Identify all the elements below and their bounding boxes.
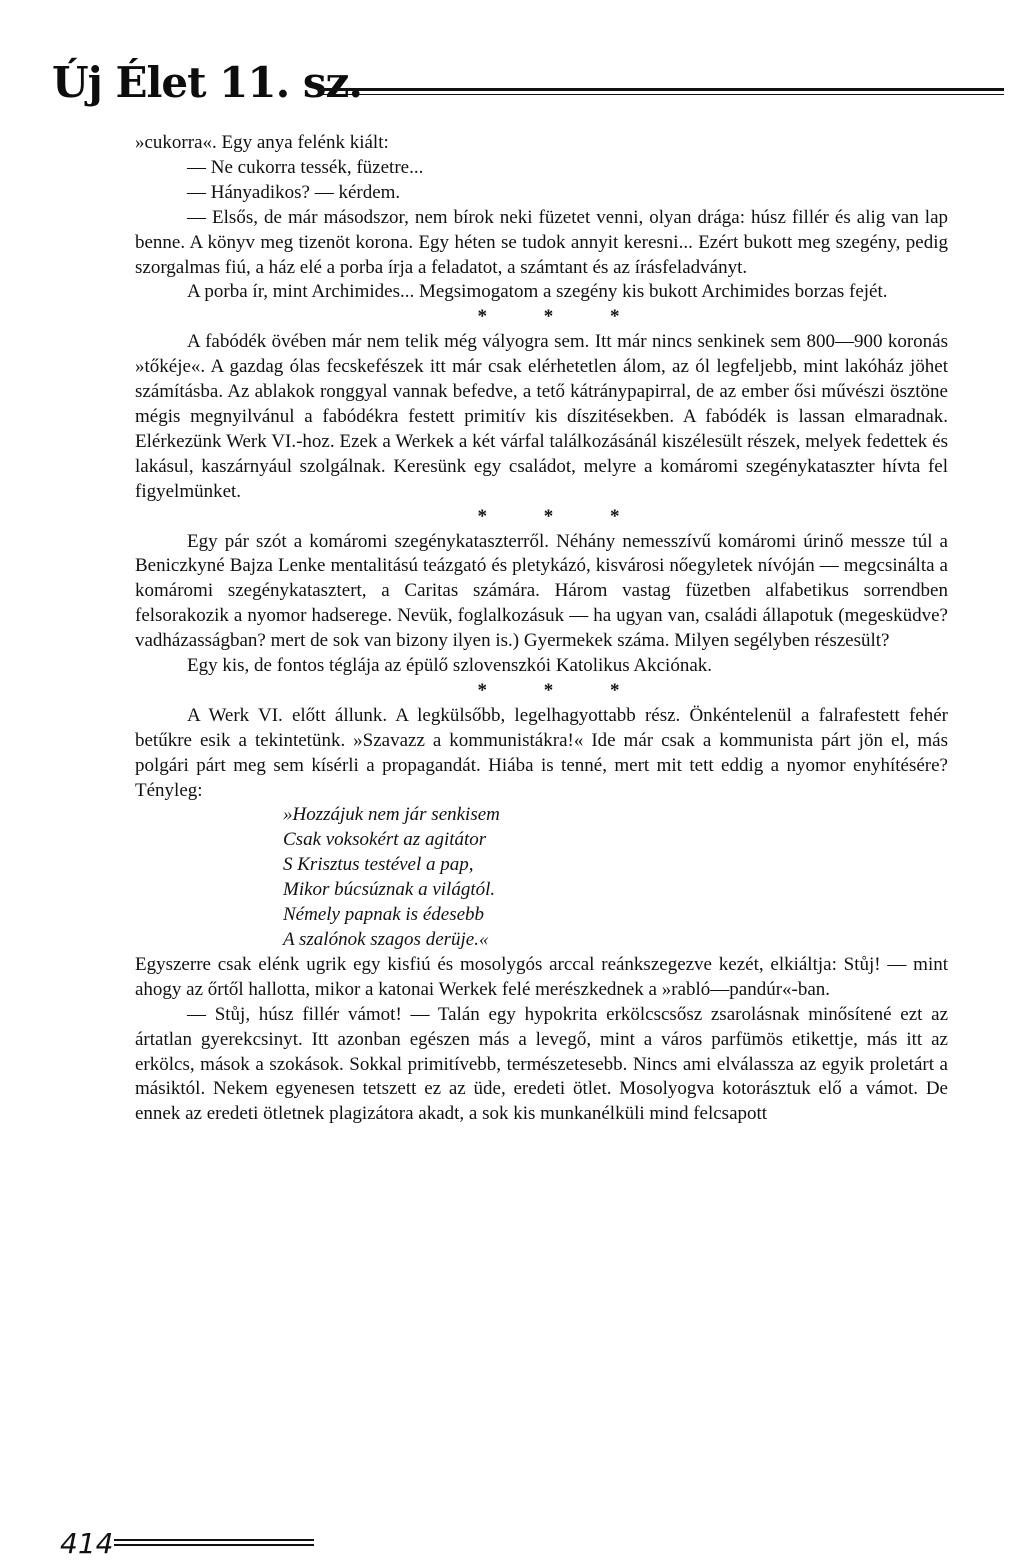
paragraph: Egyszerre csak elénk ugrik egy kisfiú és mosolygós arccal reánkszegezve kezét, elkiáltja: Stůj! — mint ahogy az őrtől hallotta, mikor a katonai Werkek felé merészkednek a »rabló—pandúr«-ban. (135, 953, 948, 1000)
page-header (52, 52, 972, 114)
paragraph: Egy kis, de fontos téglája az épülő szlovenszkói Katolikus Akciónak. (187, 655, 713, 677)
paragraph: A fabódék övében már nem telik még vályogra sem. Itt már nincs senkinek sem 800—900 koronás »tőkéje«. A gazdag ólas fecskefészek itt már csak elérhetetlen álom, az ól legfeljebb, mint lakóház jöhet számításba. Az ablakok ronggyal vannak befedve, a tető kátránypapirral, de az ember ősi művészi ösztöne mégis megnyilvánul a fabódékra festett primitív kis díszitésekben. A fabódék is lassan elmaradnak. Elérkezünk Werk VI.-hoz. Ezek a Werkek a két várfal találkozásánál kiszélesült részek, melyek fedettek és lakásul, kaszárnyául szolgálnak. Keresünk egy családot, melyre a komáromi szegénykataszter hívta fel figyelmünket. (135, 331, 948, 502)
poem-line: Némely papnak is édesebb (283, 904, 485, 926)
poem-line: S Krisztus testével a pap, (283, 854, 474, 876)
paragraph: »cukorra«. Egy anya felénk kiált: (135, 132, 389, 153)
section-separator: * * * (477, 679, 646, 701)
footer-rule (114, 1539, 314, 1546)
dialog-line: — Hányadikos? — kérdem. (187, 181, 401, 203)
page-number: 414 (60, 1527, 114, 1560)
article-body (135, 131, 948, 1127)
section-separator: * * * (477, 505, 646, 527)
header-rule (320, 88, 1004, 95)
paragraph: A Werk VI. előtt állunk. A legkülsőbb, legelhagyottabb rész. Önkéntelenül a falrafestett fehér betűkre esik a tekintetünk. »Szavazz a kommunistákra!« Ide már csak a kommunista párt jön el, más polgári párt meg sem kísérli a propagandát. Hiába is tenné, mert mit tett eddig a nyomor enyhítésére? Tényleg: (135, 704, 948, 801)
poem-line: Csak voksokért az agitátor (283, 829, 487, 851)
paragraph: A porba ír, mint Archimides... Megsimogatom a szegény kis bukott Archimides borzas fejét. (187, 281, 888, 303)
page-footer (60, 1527, 320, 1563)
dialog-line: — Stůj, húsz fillér vámot! — Talán egy hypokrita erkölcscsősz zsarolásnak minősítené ezt az ártatlan gyerekcsinyt. Itt azonban egészen más a levegő, mint a város parfümös etikettje, más itt az erkölcs, mások a szokások. Sokkal primitívebb, természetesebb. Nincs ami elválassza az egyik proletárt a másiktól. Nekem egyenesen tetszett ez az üde, eredeti ötlet. Mosolyogva kotorásztuk elő a vámot. De ennek az eredeti ötletnek plagizátora akadt, a sok kis munkanélküli mind felcsapott (135, 1003, 948, 1125)
section-separator: * * * (477, 306, 646, 328)
quoted-poem (135, 803, 948, 952)
poem-line: A szalónok szagos derüje.« (283, 929, 489, 950)
dialog-line: — Elsős, de már másodszor, nem bírok neki füzetet venni, olyan drága: húsz fillér és alig van lap benne. A könyv meg tizenöt korona. Egy héten se tudok annyit keresni... Ezért bukott meg szegény, pedig szorgalmas fiú, a ház elé a porba írja a feladatot, a számtant és az írásfeladványt. (135, 206, 948, 278)
paragraph: Egy pár szót a komáromi szegénykataszterről. Néhány nemesszívű komáromi úrinő messze túl a Beniczkyné Bajza Lenke mentalitású teázgató és pletykázó, kisvárosi nőegyletek nívóján — megcsinálta a komáromi szegénykatasztert, a Caritas számára. Három vastag füzetben alfabetikus sorrendben felsorakozik a nyomor hadserege. Nevük, foglalkozásuk — ha ugyan van, családi állapotuk (megesküdve? vadházasságban? mert de sok van bizony ilyen is.) Gyermekek száma. Milyen segélyben részesült? (135, 530, 948, 652)
masthead-title: Új Élet 11. sz. (52, 58, 362, 107)
dialog-line: — Ne cukorra tessék, füzetre... (187, 156, 424, 178)
poem-line: Mikor búcsúznak a világtól. (283, 879, 496, 901)
poem-line: »Hozzájuk nem jár senkisem (283, 804, 500, 826)
